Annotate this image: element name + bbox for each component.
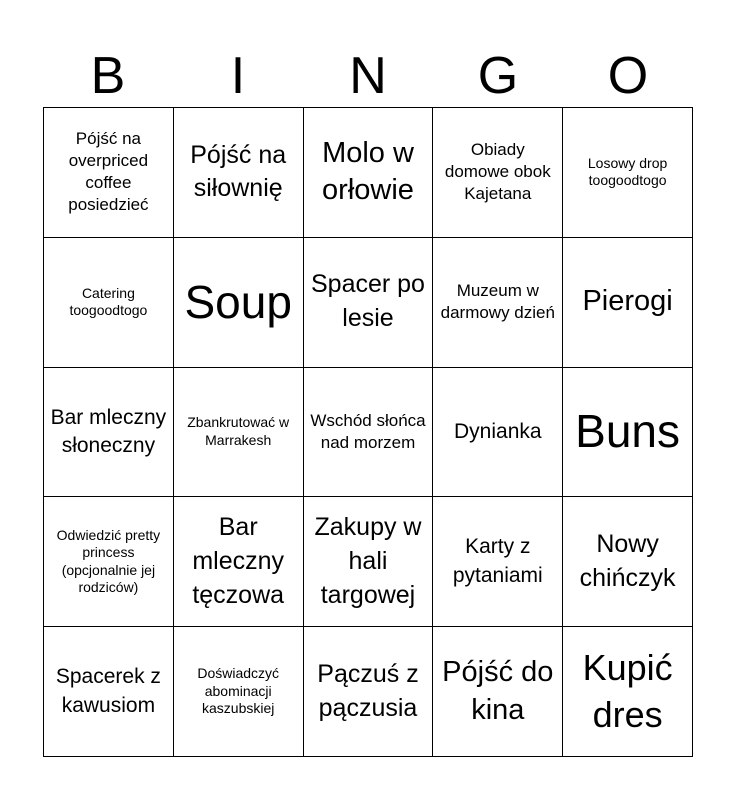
bingo-cell-r0-c4[interactable]: Losowy drop toogoodtogo — [563, 108, 693, 238]
bingo-cell-r2-c2[interactable]: Wschód słońca nad morzem — [304, 368, 434, 498]
bingo-cell-r3-c1[interactable]: Bar mleczny tęczowa — [174, 497, 304, 627]
bingo-cell-r4-c1[interactable]: Doświadczyć abominacji kaszubskiej — [174, 627, 304, 757]
bingo-cell-r3-c4[interactable]: Nowy chińczyk — [563, 497, 693, 627]
bingo-cell-r4-c0[interactable]: Spacerek z kawusiom — [44, 627, 174, 757]
bingo-cell-r4-c3[interactable]: Pójść do kina — [433, 627, 563, 757]
bingo-cell-r2-c4[interactable]: Buns — [563, 368, 693, 498]
bingo-grid — [43, 107, 693, 757]
bingo-cell-r0-c1[interactable]: Pójść na siłownię — [174, 108, 304, 238]
header-letter-g: G — [477, 47, 519, 105]
bingo-cell-r0-c2[interactable]: Molo w orłowie — [304, 108, 434, 238]
bingo-cell-r1-c1[interactable]: Soup — [174, 238, 304, 368]
bingo-cell-r2-c3[interactable]: Dynianka — [433, 368, 563, 498]
bingo-cell-r0-c3[interactable]: Obiady domowe obok Kajetana — [433, 108, 563, 238]
header-letter-o: O — [607, 47, 649, 105]
bingo-cell-r3-c2[interactable]: Zakupy w hali targowej — [304, 497, 434, 627]
bingo-cell-r3-c0[interactable]: Odwiedzić pretty princess (opcjonalnie jej rodziców) — [44, 497, 174, 627]
bingo-cell-r2-c0[interactable]: Bar mleczny słoneczny — [44, 368, 174, 498]
bingo-cell-r2-c1[interactable]: Zbankrutować w Marrakesh — [174, 368, 304, 498]
bingo-cell-r1-c3[interactable]: Muzeum w darmowy dzień — [433, 238, 563, 368]
bingo-cell-r4-c4[interactable]: Kupić dres — [563, 627, 693, 757]
bingo-cell-r3-c3[interactable]: Karty z pytaniami — [433, 497, 563, 627]
header-letter-b: B — [90, 47, 126, 105]
bingo-cell-r4-c2[interactable]: Pączuś z pączusia — [304, 627, 434, 757]
header-letter-n: N — [349, 47, 387, 105]
bingo-cell-r0-c0[interactable]: Pójść na overpriced coffee posiedzieć — [44, 108, 174, 238]
bingo-header — [43, 45, 693, 107]
bingo-cell-r1-c2[interactable]: Spacer po lesie — [304, 238, 434, 368]
bingo-cell-r1-c0[interactable]: Catering toogoodtogo — [44, 238, 174, 368]
bingo-cell-r1-c4[interactable]: Pierogi — [563, 238, 693, 368]
header-letter-i: I — [230, 47, 246, 105]
